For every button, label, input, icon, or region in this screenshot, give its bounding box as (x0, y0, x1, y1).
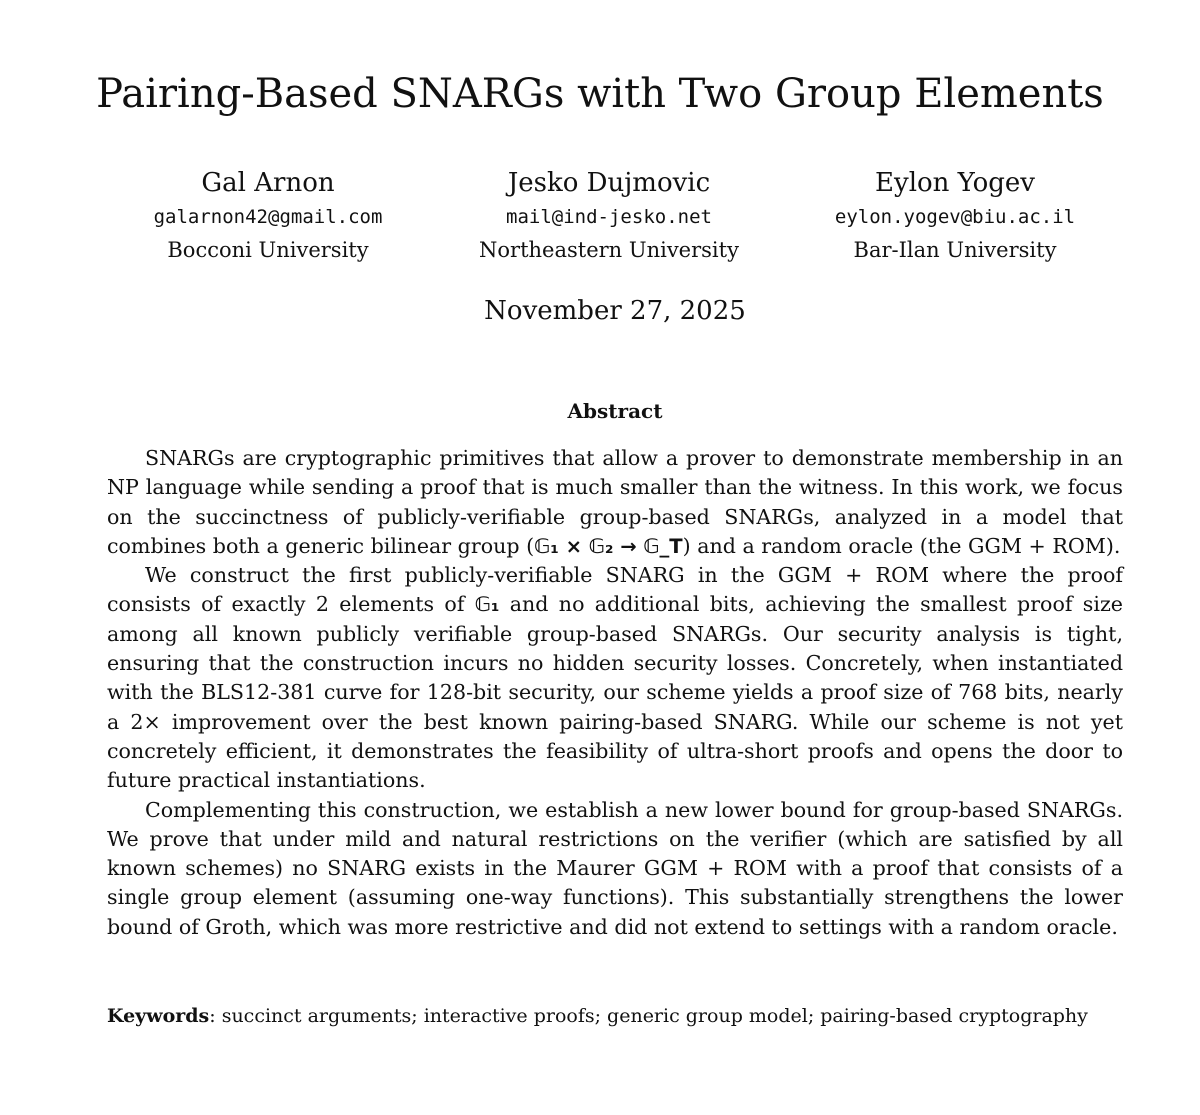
bilinear-group-math: 𝔾₁ × 𝔾₂ → 𝔾_T (534, 534, 683, 558)
keywords-text: : succinct arguments; interactive proofs; generic group model; pairing-based cryptography (209, 1005, 1088, 1027)
keywords-line (107, 1002, 1123, 1030)
abstract-paragraph-1 (107, 444, 1123, 561)
author-email: eylon.yogev@biu.ac.il (834, 206, 1076, 228)
abstract-paragraph-3: Complementing this construction, we establish a new lower bound for group-based SNARGs. We prove that under mild and natural restrictions on the verifier (which are satisfied by all known schemes) no SNARG exists in the Maurer GGM + ROM with a proof that consists of a single group element (assuming one-way functions). This substantially strengthens the lower bound of Groth, which was more restrictive and did not extend to settings with a random oracle. (107, 797, 1123, 939)
abstract-text: SNARGs are cryptographic primitives that allow a prover to demonstrate membership in an NP language while sending a proof that is much smaller than the witness. In this work, we focus on the succinctness of publicly-verifiable group-based SNARGs, analyzed in a model that combines both a generic bilinear group ( (107, 446, 1123, 558)
author-eylon-yogev (775, 166, 1135, 266)
paper-title: Pairing-Based SNARGs with Two Group Elements (96, 71, 1104, 117)
author-email: mail@ind-jesko.net (506, 206, 712, 228)
author-email: galarnon42@gmail.com (153, 206, 383, 228)
author-affiliation: Bar-Ilan University (853, 238, 1057, 262)
abstract-body (107, 444, 1123, 942)
keywords-label: Keywords (107, 1005, 210, 1027)
author-name: Eylon Yogev (875, 168, 1035, 198)
author-name: Gal Arnon (201, 168, 335, 198)
author-affiliation: Bocconi University (167, 238, 369, 262)
publication-date: November 27, 2025 (484, 296, 746, 326)
author-gal-arnon (88, 166, 448, 266)
abstract-heading: Abstract (567, 399, 663, 423)
author-block (0, 166, 1200, 276)
abstract-text: We construct the first publicly-verifiable SNARG in the GGM + ROM where the proof consists of exactly 2 elements of (107, 563, 1123, 617)
author-affiliation: Northeastern University (479, 238, 739, 262)
abstract-text: ) and a random oracle (the GGM + ROM). (682, 533, 1121, 558)
author-name: Jesko Dujmovic (507, 168, 711, 198)
abstract-paragraph-2 (107, 561, 1123, 795)
abstract-text: and no additional bits, achieving the smallest proof size among all known publicly verifiable group-based SNARGs. Our security analysis is tight, ensuring that the construction incurs no hidden security losses. Concretely, when instantiated with the BLS12-381 curve for 128-bit security, our scheme yields a proof size of 768 bits, nearly a 2× improvement over the best known pairing-based SNARG. While our scheme is not yet concretely efficient, it demonstrates the feasibility of ultra-short proofs and opens the door to future practical instantiations. (107, 592, 1123, 793)
group-g1-math: 𝔾₁ (474, 593, 500, 617)
author-jesko-dujmovic (429, 166, 789, 266)
